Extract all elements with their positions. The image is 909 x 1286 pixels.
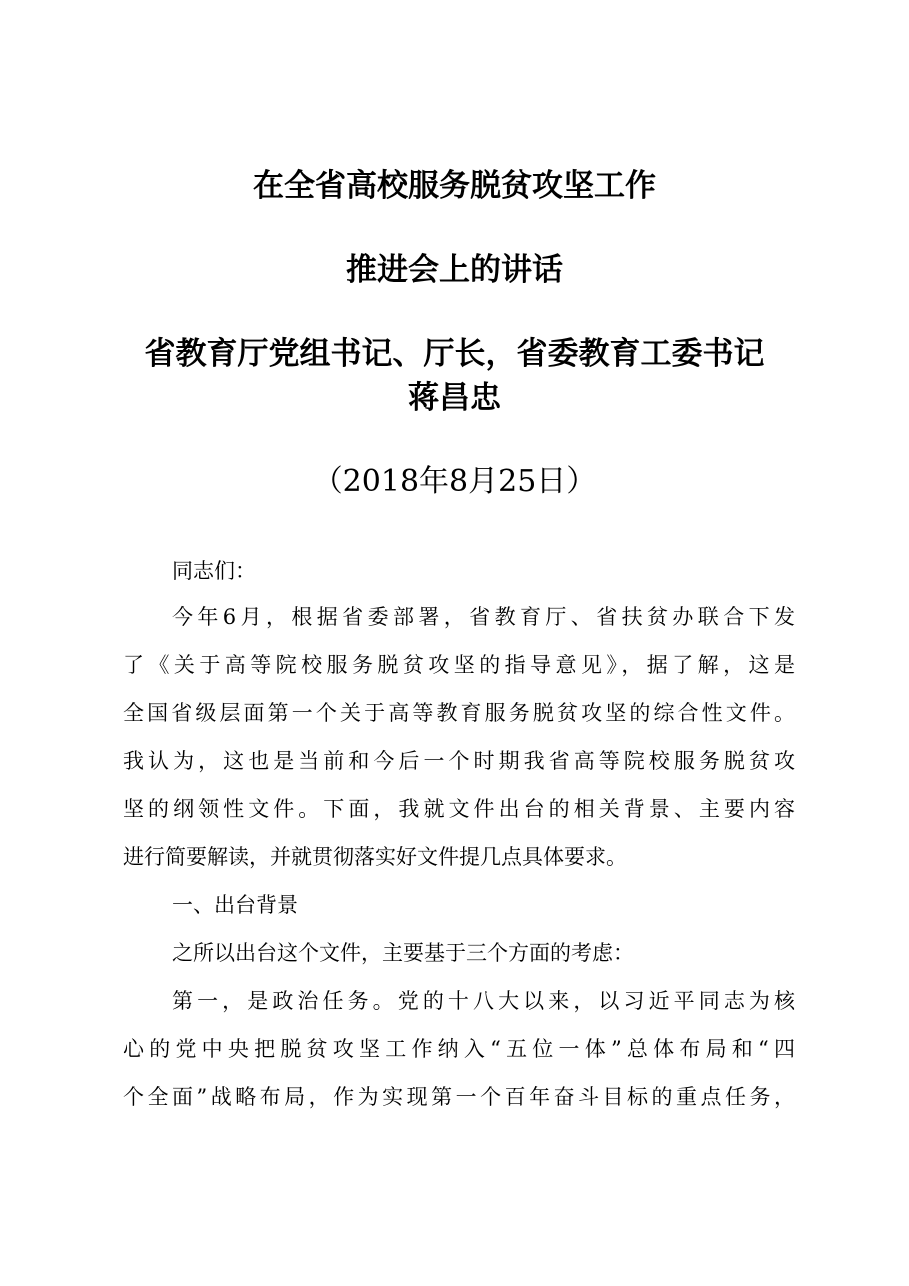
salutation: 同志们： [172,559,256,583]
paragraph-1-line-5: 坚的纲领性文件。下面，我就文件出台的相关背景、主要内容 [123,797,795,821]
paragraph-3-line-2: 心的党中央把脱贫攻坚工作纳入“五位一体”总体布局和“四 [123,1037,795,1061]
paragraph-1-line-6: 进行简要解读，并就贯彻落实好文件提几点具体要求。 [123,845,627,869]
title-line-2: 推进会上的讲话 [346,252,563,288]
speaker-name: 蒋昌忠 [408,380,501,416]
speaker-position: 省教育厅党组书记、厅长，省委教育工委书记 [144,336,765,372]
paragraph-2-line-1: 之所以出台这个文件，主要基于三个方面的考虑： [172,941,634,965]
paragraph-1-line-1: 今年6月，根据省委部署，省教育厅、省扶贫办联合下发 [172,605,795,629]
section-heading-1: 一、出台背景 [172,893,298,917]
paragraph-1-line-2: 了《关于高等院校服务脱贫攻坚的指导意见》，据了解，这是 [123,653,795,677]
paragraph-3-line-3: 个全面”战略布局，作为实现第一个百年奋斗目标的重点任务， [123,1085,795,1109]
paragraph-3-line-1: 第一，是政治任务。党的十八大以来，以习近平同志为核 [172,989,795,1013]
paragraph-1-line-3: 全国省级层面第一个关于高等教育服务脱贫攻坚的综合性文件。 [123,701,795,725]
title-line-1: 在全省高校服务脱贫攻坚工作 [253,168,656,204]
paragraph-1-line-4: 我认为，这也是当前和今后一个时期我省高等院校服务脱贫攻 [123,749,795,773]
speech-date: （2018年8月25日） [312,464,597,499]
